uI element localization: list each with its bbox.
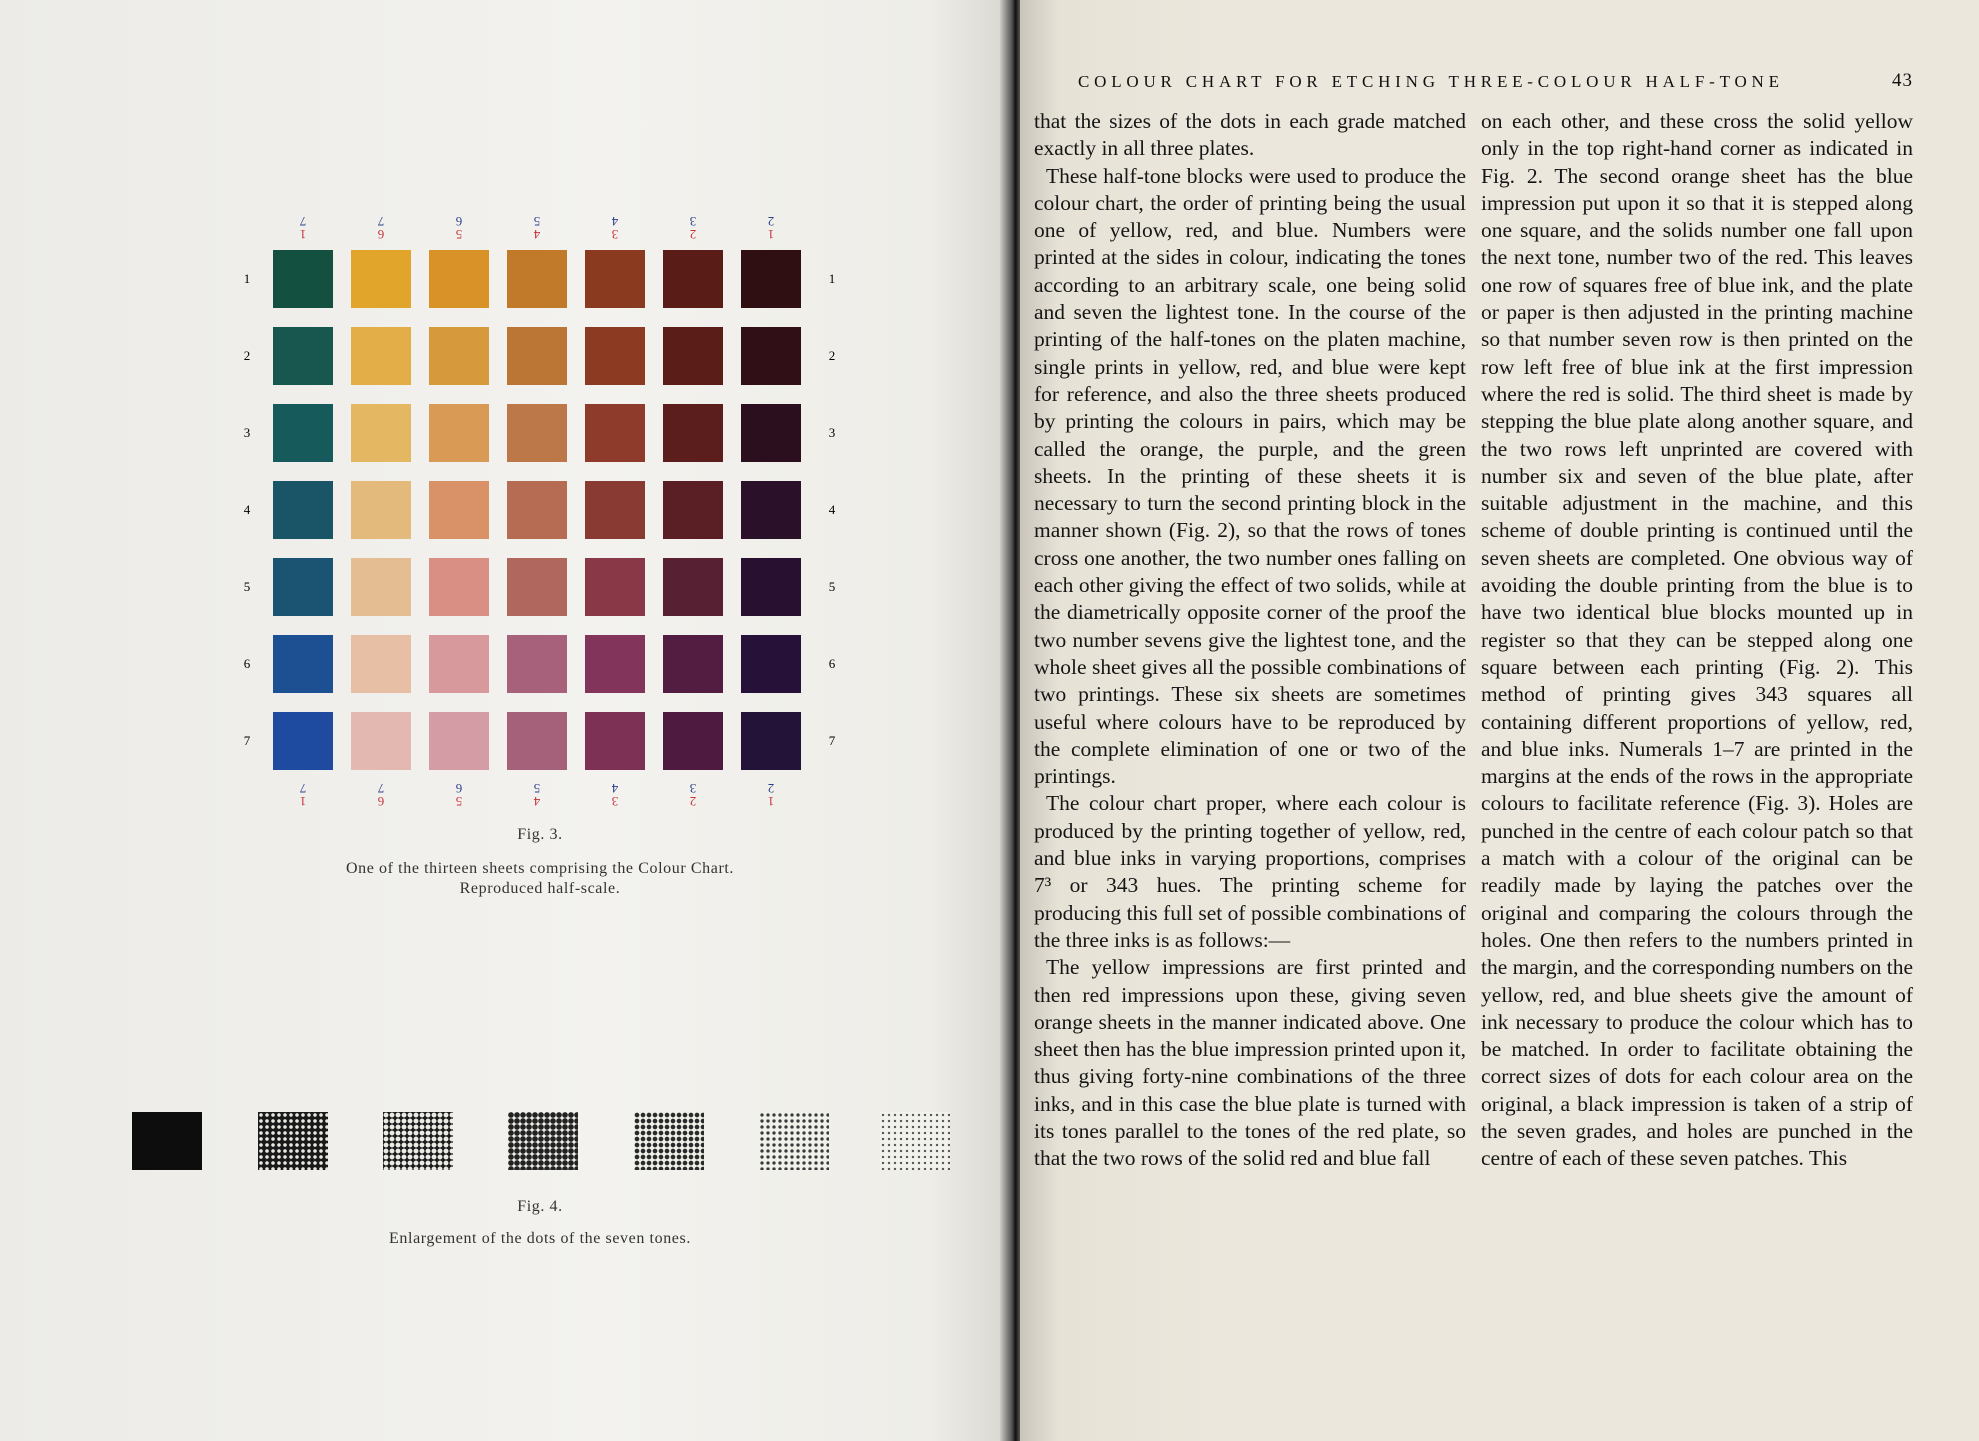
column-number-red: 4 (533, 227, 541, 242)
body-paragraph: on each other, and these cross the solid yellow only in the top right-hand corner as indicated in Fig. 2. The second orange sheet has the blue impression put upon it so that it is stepped along one square, and the solids number one fall upon the next tone, number two of the red. This leaves one row of squares free of blue ink, and the plate or paper is then adjusted in the printing machine so that number seven row is then printed on the row left free of blue ink at the first impression where the red is solid. The third sheet is made by stepping the blue plate along another square, and the two rows left unprinted are covered with number six and seven of the blue plate, after suitable adjustment in the machine, and this scheme of double printing is continued until the seven sheets are completed. One obvious way of avoiding the double printing from the blue is to have two identical blue blocks mounted up in register so that they can be stepped along one square between each printing (Fig. 2). This method of printing gives 343 squares all containing different proportions of yellow, red, and blue inks. Numerals 1–7 are printed in the margins at the ends of the rows in the appropriate colours to facilitate reference (Fig. 3). Holes are punched in the centre of each colour patch so that a match with a colour of the original can be readily made by laying the patches over the original and comparing the colours through the holes. One then refers to the numbers printed in the margin, and the corresponding numbers on the yellow, red, and blue sheets give the amount of ink necessary to produce the colour which has to be matched. In order to facilitate obtaining the correct sizes of dots for each colour area on the original, a black impression is taken of a strip of the seven grades, and holes are punched in the centre of each of these seven patches. This (1481, 109, 1913, 1171)
fig3-caption-line2: Reproduced half-scale. (459, 880, 621, 897)
body-paragraph: The colour chart proper, where each colour is produced by the printing together of yellow, red, and blue inks in varying proportions, comprises 7³ or 343 hues. The printing scheme for producing this full set of possible combinations of the three inks is as follows:— (1034, 791, 1466, 952)
column-number-label (451, 215, 467, 241)
colour-swatch (741, 404, 801, 462)
column-number-blue: 2 (767, 214, 775, 229)
colour-swatch (585, 250, 645, 308)
column-number-red: 5 (455, 794, 463, 809)
tone-7-swatch (880, 1112, 950, 1170)
body-paragraph: These half-tone blocks were used to produce the colour chart, the order of printing being the usual one of yellow, red, and blue. Numbers were printed at the sides in colour, indicating the tones according to an arbitrary scale, one being solid and seven the lightest tone. In the course of the printing of the half-tones on the platen machine, single prints in yellow, red, and blue were kept for reference, and also the three sheets produced by printing the colours in pairs, which may be called the orange, the purple, and the green sheets. In the printing of these sheets it is necessary to turn the second printing block in the manner shown (Fig. 2), so that the rows of tones cross one another, the two number ones falling on each other giving the effect of two solids, while at the diametrically opposite corner of the proof the two number sevens give the lightest tone, and the whole sheet gives all the possible combinations of two printings. These six sheets are sometimes useful where colours have to be reproduced by the complete elimination of one or two of the printings. (1034, 163, 1466, 789)
tone-5-swatch (634, 1112, 704, 1170)
column-number-red: 2 (689, 227, 697, 242)
tone-1-solid-swatch (132, 1112, 202, 1170)
colour-swatch (741, 558, 801, 616)
column-number-label (373, 782, 389, 808)
fig4-label: Fig. 4. (517, 1198, 563, 1215)
column-number-label (607, 782, 623, 808)
column-number-red: 2 (689, 794, 697, 809)
column-number-red: 3 (611, 794, 619, 809)
column-number-label (607, 215, 623, 241)
colour-swatch (507, 481, 567, 539)
colour-swatch (663, 327, 723, 385)
colour-swatch (507, 558, 567, 616)
column-number-red: 6 (377, 794, 385, 809)
colour-swatch (585, 558, 645, 616)
column-number-label (685, 782, 701, 808)
colour-swatch (429, 481, 489, 539)
colour-swatch (429, 712, 489, 770)
column-number-blue: 5 (533, 781, 541, 796)
colour-swatch (663, 558, 723, 616)
colour-chart-figure (240, 215, 850, 815)
column-number-label (529, 215, 545, 241)
running-head (1078, 72, 1913, 92)
body-paragraph: that the sizes of the dots in each grade matched exactly in all three plates. (1034, 109, 1466, 161)
fig3-caption-line1: One of the thirteen sheets comprising the Colour Chart. (345, 860, 735, 877)
row-number-left: 1 (243, 271, 251, 286)
row-number-right: 4 (828, 502, 836, 517)
colour-swatch (741, 250, 801, 308)
tone-2-swatch (258, 1112, 328, 1170)
column-number-blue: 4 (611, 781, 619, 796)
colour-swatch (351, 404, 411, 462)
colour-swatch (273, 712, 333, 770)
colour-swatch (585, 327, 645, 385)
column-number-blue: 6 (455, 214, 463, 229)
colour-swatch (351, 327, 411, 385)
column-number-blue: 5 (533, 214, 541, 229)
colour-swatch (273, 481, 333, 539)
column-number-red: 5 (455, 227, 463, 242)
column-number-label (685, 215, 701, 241)
row-number-right: 5 (828, 579, 836, 594)
column-number-blue: 7 (299, 214, 307, 229)
column-number-label (763, 215, 779, 241)
colour-swatch (273, 327, 333, 385)
body-paragraph: The yellow impressions are first printed and then red impressions upon these, giving seven orange sheets in the manner indicated above. One sheet then has the blue impression printed upon it, thus giving forty-nine combinations of the three inks, and in this case the blue plate is turned with its tones parallel to the tones of the red plate, so that the two rows of the solid red and blue fall (1034, 955, 1466, 1171)
column-number-red: 3 (611, 227, 619, 242)
running-head-title: COLOUR CHART FOR ETCHING THREE-COLOUR HALF-TONE (1078, 72, 1784, 91)
colour-swatch (351, 635, 411, 693)
row-number-right: 2 (828, 348, 836, 363)
colour-swatch (507, 635, 567, 693)
tone-6-swatch (759, 1112, 829, 1170)
colour-swatch (273, 558, 333, 616)
column-number-blue: 7 (377, 214, 385, 229)
row-number-left: 6 (243, 656, 251, 671)
column-number-blue: 7 (377, 781, 385, 796)
column-number-label (295, 215, 311, 241)
colour-swatch (585, 712, 645, 770)
text-column-left (1034, 108, 1466, 1173)
colour-swatch (507, 327, 567, 385)
colour-swatch (429, 635, 489, 693)
colour-swatch (585, 481, 645, 539)
colour-swatch (663, 250, 723, 308)
column-number-label (373, 215, 389, 241)
colour-swatch (351, 481, 411, 539)
colour-swatch (741, 635, 801, 693)
column-number-red: 1 (299, 794, 307, 809)
fig4-caption: Enlargement of the dots of the seven tones. (389, 1230, 691, 1247)
colour-swatch (741, 481, 801, 539)
column-number-red: 1 (767, 227, 775, 242)
colour-swatch (507, 404, 567, 462)
colour-swatch (429, 327, 489, 385)
row-number-left: 7 (243, 733, 251, 748)
page-number: 43 (1892, 70, 1913, 91)
row-number-left: 3 (243, 425, 251, 440)
colour-swatch (585, 404, 645, 462)
colour-swatch (663, 635, 723, 693)
colour-swatch (351, 250, 411, 308)
column-number-blue: 4 (611, 214, 619, 229)
row-number-left: 2 (243, 348, 251, 363)
colour-swatch (351, 558, 411, 616)
tone-4-swatch (508, 1112, 578, 1170)
colour-swatch (273, 635, 333, 693)
column-number-blue: 3 (689, 781, 697, 796)
colour-swatch (273, 250, 333, 308)
row-number-left: 5 (243, 579, 251, 594)
row-number-right: 3 (828, 425, 836, 440)
column-number-label (451, 782, 467, 808)
colour-swatch (351, 712, 411, 770)
column-number-blue: 2 (767, 781, 775, 796)
colour-swatch (663, 404, 723, 462)
colour-swatch (507, 250, 567, 308)
colour-swatch (741, 327, 801, 385)
colour-swatch (273, 404, 333, 462)
colour-swatch (429, 558, 489, 616)
colour-swatch (585, 635, 645, 693)
column-number-label (295, 782, 311, 808)
text-column-right (1481, 108, 1913, 1173)
column-number-red: 1 (299, 227, 307, 242)
colour-swatch (663, 712, 723, 770)
colour-swatch (741, 712, 801, 770)
row-number-right: 6 (828, 656, 836, 671)
column-number-red: 6 (377, 227, 385, 242)
column-number-blue: 7 (299, 781, 307, 796)
colour-swatch (507, 712, 567, 770)
colour-swatch (429, 404, 489, 462)
colour-swatch (663, 481, 723, 539)
column-number-label (763, 782, 779, 808)
column-number-red: 4 (533, 794, 541, 809)
fig3-label: Fig. 3. (517, 826, 563, 843)
column-number-blue: 3 (689, 214, 697, 229)
row-number-right: 7 (828, 733, 836, 748)
column-number-label (529, 782, 545, 808)
colour-swatch (429, 250, 489, 308)
column-number-red: 1 (767, 794, 775, 809)
row-number-left: 4 (243, 502, 251, 517)
row-number-right: 1 (828, 271, 836, 286)
tone-3-swatch (383, 1112, 453, 1170)
column-number-blue: 6 (455, 781, 463, 796)
